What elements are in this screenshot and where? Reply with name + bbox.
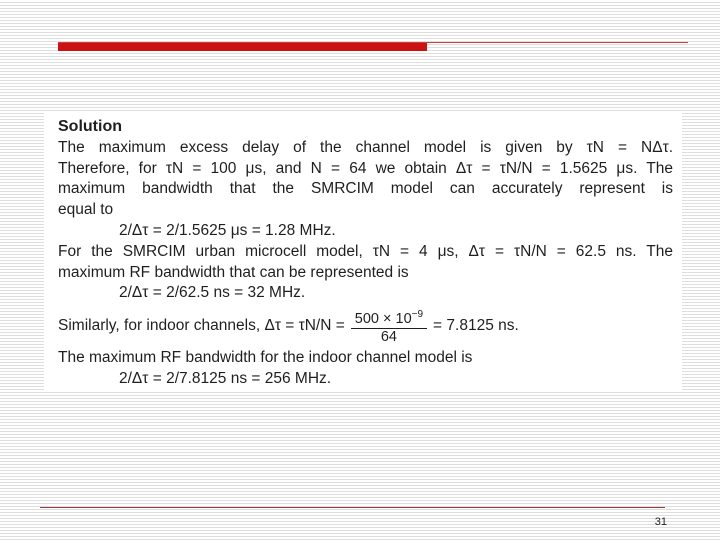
solution-line-4: equal to [58, 201, 114, 219]
solution-line-6: maximum RF bandwidth that can be represented is [58, 263, 409, 281]
fraction-exponent: −9 [411, 308, 424, 320]
fraction-numerator: $500 \times 10^{-9}$ [351, 307, 427, 329]
solution-line-3: maximum bandwidth that the SMRCIM model can accurately represent is [58, 180, 673, 198]
solution-line-5: For the SMRCIM urban microcell model, τN = 4 μs, Δτ = τN/N = 62.5 ns. The [58, 242, 673, 260]
indoor-equation-lead: Similarly, for indoor channels, Δτ = τN/N = [58, 317, 345, 335]
fraction-denominator: 64 [380, 328, 397, 345]
indoor-equation-result: = 7.8125 ns. [433, 317, 519, 335]
solution-line-2: Therefore, for τN = 100 μs, and N = 64 we obtain Δτ = τN/N = 1.5625 μs. The [58, 159, 673, 177]
solution-line-7: The maximum RF bandwidth for the indoor channel model is [58, 349, 473, 367]
solution-equation-3: 2/Δτ = 2/7.8125 ns = 256 MHz. [119, 369, 332, 387]
solution-equation-2: 2/Δτ = 2/62.5 ns = 32 MHz. [119, 284, 306, 302]
page-number: 31 [654, 516, 667, 528]
solution-line-1: The maximum excess delay of the channel model is given by τN = NΔτ. [58, 138, 673, 156]
solution-panel [44, 111, 682, 391]
solution-heading: Solution [58, 118, 122, 135]
header-accent-bar [58, 43, 427, 51]
footer-rule [40, 507, 665, 508]
indoor-equation [58, 304, 673, 348]
solution-text [58, 117, 673, 390]
indoor-fraction [351, 307, 427, 346]
solution-equation-1: 2/Δτ = 2/1.5625 μs = 1.28 MHz. [119, 221, 336, 239]
